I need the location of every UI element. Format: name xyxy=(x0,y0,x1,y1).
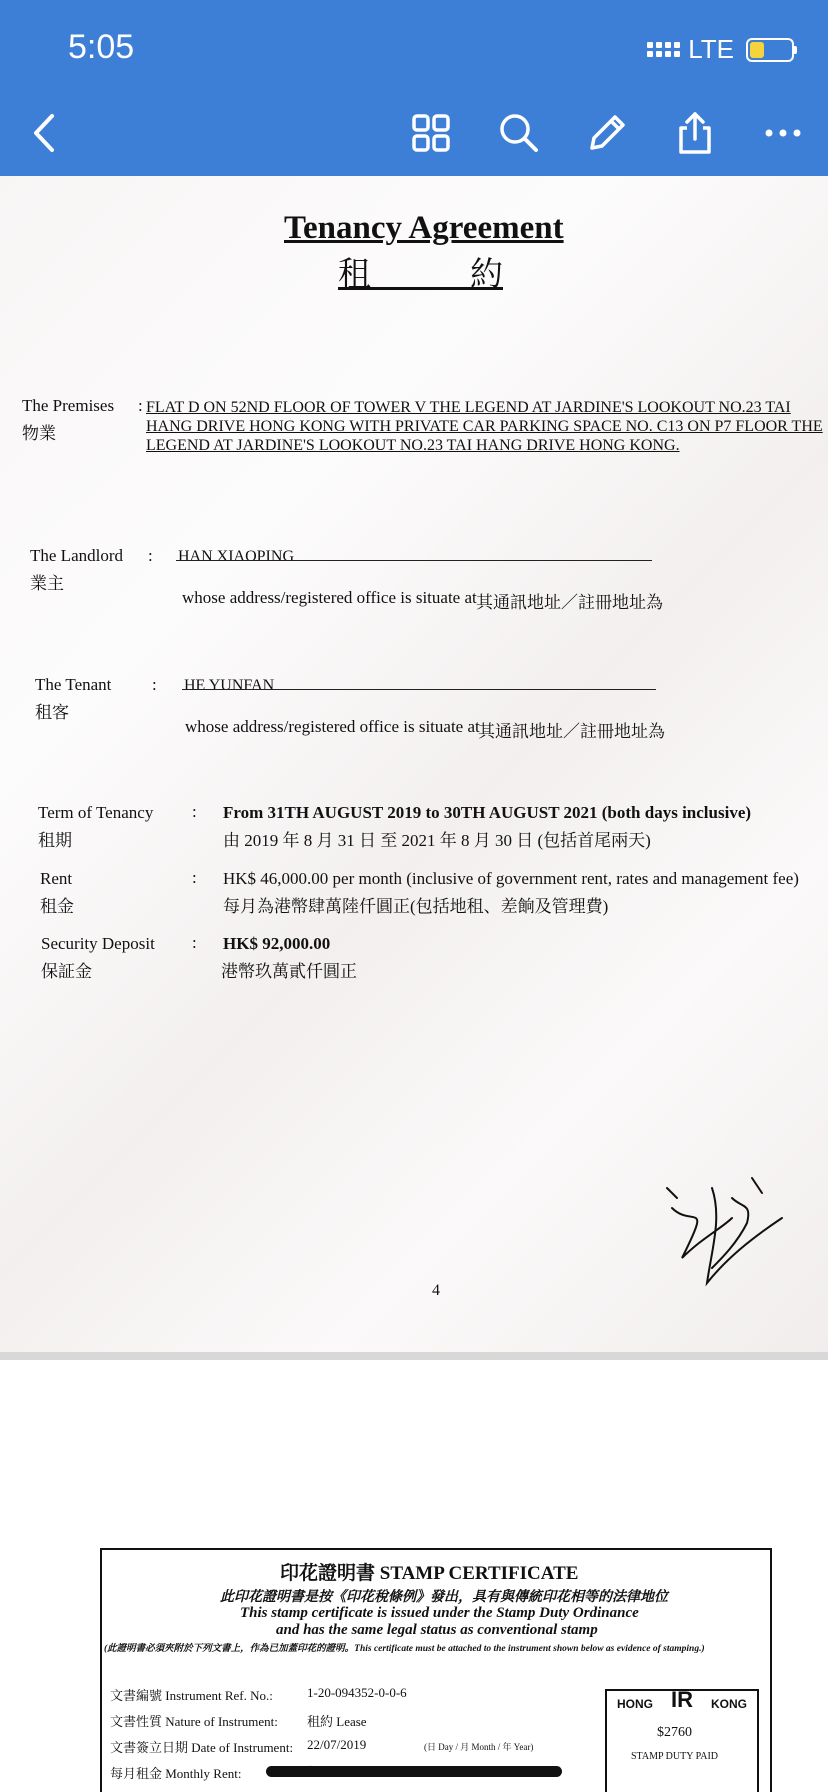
landlord-label: The Landlord xyxy=(30,546,123,565)
signal-icon xyxy=(647,42,680,57)
tenant-name: HE YUNFAN xyxy=(184,677,275,694)
term-value-cn: 由 2019 年 8 月 31 日 至 2021 年 8 月 30 日 (包括首尾兩天) xyxy=(223,831,651,850)
deposit-value: HK$ 92,000.00 xyxy=(223,934,331,953)
cert-line-cn: 此印花證明書是按《印花稅條例》發出，具有與傳統印花相等的法律地位 xyxy=(220,1590,668,1605)
certificate-frame xyxy=(100,1548,772,1792)
cert-line-en2: and has the same legal status as conventional stamp xyxy=(276,1622,598,1638)
stamp-hong: HONG xyxy=(617,1697,653,1711)
deposit-value-cn: 港幣玖萬貳仟圓正 xyxy=(221,962,357,981)
cert-title: 印花證明書 STAMP CERTIFICATE xyxy=(280,1563,579,1584)
rent-value: HK$ 46,000.00 per month (inclusive of government rent, rates and management fee) xyxy=(223,869,799,888)
premises-label-cn: 物業 xyxy=(22,424,56,443)
status-icons xyxy=(647,34,794,65)
stamp-amount: $2760 xyxy=(657,1725,692,1740)
more-icon[interactable] xyxy=(760,110,806,156)
rent-value-cn: 每月為港幣肆萬陸仟圓正(包括地租、差餉及管理費) xyxy=(223,897,609,916)
ref-label: 文書編號 Instrument Ref. No.: xyxy=(110,1688,273,1703)
signature-scribble xyxy=(652,1168,792,1288)
rent-colon: : xyxy=(192,868,197,887)
premises-value: FLAT D ON 52ND FLOOR OF TOWER V THE LEGEND AT JARDINE'S LOOKOUT NO.23 TAI HANG DRIVE HONG KONG WITH PRIVATE CAR PARKING SPACE NO. C13 ON P7 FLOOR THE LEGEND AT JARDINE'S LOOKOUT NO.23 TAI HANG DRIVE HONG KONG. xyxy=(146,399,823,454)
stamp-certificate-page xyxy=(0,1360,828,1792)
doc-title: Tenancy Agreement xyxy=(284,210,564,246)
doc-title-cn: 租 約 xyxy=(338,257,503,293)
top-bar xyxy=(0,0,828,176)
tenant-label-cn: 租客 xyxy=(35,703,69,722)
stamp-duty-seal xyxy=(605,1689,759,1792)
page-number: 4 xyxy=(432,1282,440,1299)
ird-logo-icon: IR xyxy=(671,1687,693,1712)
term-colon: : xyxy=(192,802,197,821)
battery-icon xyxy=(746,38,794,62)
deposit-colon: : xyxy=(192,933,197,952)
grid-icon[interactable] xyxy=(408,110,454,156)
rent-label-cn: 租金 xyxy=(40,897,74,916)
date-value: 22/07/2019 xyxy=(307,1737,367,1752)
landlord-address-line: whose address/registered office is situate at xyxy=(182,588,477,607)
cert-line-note: (此證明書必須夾附於下列文書上，作為已加蓋印花的證明。This certificate must be attached to the instrument shown below as evidence of stamping.) xyxy=(104,1644,705,1654)
premises-colon: : xyxy=(138,396,143,415)
tenant-label: The Tenant xyxy=(35,675,112,694)
back-icon[interactable] xyxy=(22,110,68,156)
cert-line-en1: This stamp certificate is issued under the Stamp Duty Ordinance xyxy=(240,1605,639,1621)
home-indicator[interactable] xyxy=(266,1766,562,1777)
rent-label: Rent xyxy=(40,869,73,888)
premises-label: The Premises xyxy=(22,396,115,415)
tenant-address-line: whose address/registered office is situate at xyxy=(185,717,480,736)
date-format: (日 Day / 月 Month / 年 Year) xyxy=(424,1742,534,1752)
toolbar xyxy=(0,96,828,168)
landlord-colon: : xyxy=(148,546,153,565)
date-label: 文書簽立日期 Date of Instrument: xyxy=(110,1740,294,1755)
landlord-address-line-cn: 其通訊地址／註冊地址為 xyxy=(476,593,663,612)
landlord-name: HAN XIAOPING xyxy=(178,548,294,565)
nature-label: 文書性質 Nature of Instrument: xyxy=(110,1714,278,1729)
term-label: Term of Tenancy xyxy=(38,803,154,822)
monthly-label: 每月租金 Monthly Rent: xyxy=(110,1766,242,1781)
stamp-kong: KONG xyxy=(711,1697,747,1711)
pencil-icon[interactable] xyxy=(584,110,630,156)
network-label: LTE xyxy=(688,34,734,64)
nature-value: 租約 Lease xyxy=(307,1714,367,1729)
term-value: From 31TH AUGUST 2019 to 30TH AUGUST 2021 (both days inclusive) xyxy=(223,803,752,822)
deposit-label-cn: 保証金 xyxy=(41,962,92,981)
status-time: 5:05 xyxy=(68,28,135,66)
deposit-label: Security Deposit xyxy=(41,934,155,953)
tenant-underline xyxy=(182,689,656,690)
page-separator xyxy=(0,1352,828,1360)
share-icon[interactable] xyxy=(672,110,718,156)
stamp-paid: STAMP DUTY PAID xyxy=(631,1751,718,1762)
landlord-label-cn: 業主 xyxy=(30,574,64,593)
ref-value: 1-20-094352-0-0-6 xyxy=(307,1685,407,1700)
search-icon[interactable] xyxy=(496,110,542,156)
tenant-address-line-cn: 其通訊地址／註冊地址為 xyxy=(478,722,665,741)
landlord-underline xyxy=(176,560,652,561)
term-label-cn: 租期 xyxy=(38,831,72,850)
tenant-colon: : xyxy=(152,675,157,694)
